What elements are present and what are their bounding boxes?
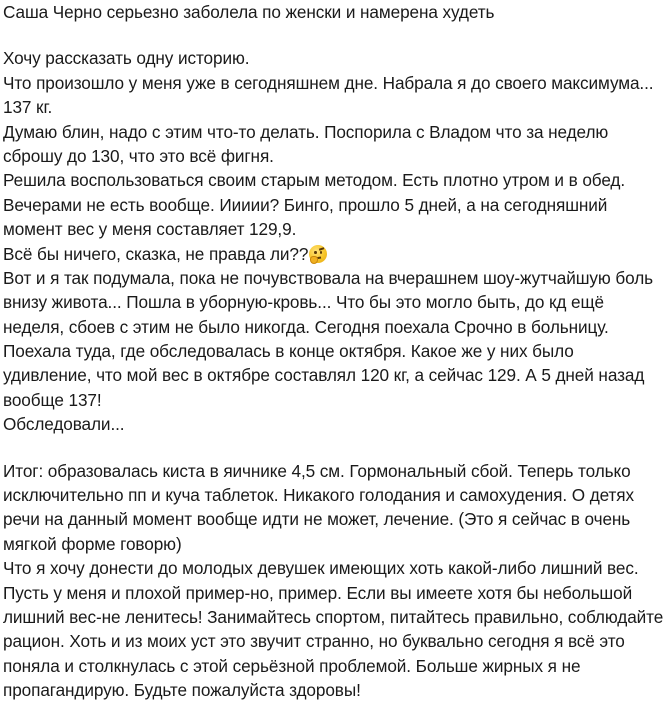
emoji-line-text: Всё бы ничего, сказка, не правда ли?? (3, 243, 309, 264)
spacer (3, 24, 670, 46)
text-line: сброшу до 130, что это всё фигня. (3, 145, 274, 166)
text-line: Что я хочу донести до молодых девушек имеющих хоть какой-либо лишний вес. (3, 558, 639, 579)
text-line: момент вес у меня составляет 129,9. (3, 219, 297, 240)
text-line: Итог: образовалась киста в яичнике 4,5 см. Гормональный сбой. Теперь только (3, 460, 631, 481)
text-line: Поехала туда, где обследовалась в конце октября. Какое же у них было (3, 341, 574, 362)
text-line: рацион. Хоть и из моих уст это звучит странно, но буквально сегодня я всё это (3, 631, 625, 652)
text-line: внизу живота... Пошла в уборную-кровь... Что бы это могло быть, до кд ещё (3, 292, 604, 313)
thinking-face-icon (309, 245, 327, 263)
text-line: Обследовали... (3, 414, 125, 435)
text-line: исключительно пп и куча таблеток. Никакого голодания и самохудения. О детях (3, 485, 634, 506)
text-line: неделя, сбоев с этим не было никогда. Сегодня поехала Срочно в больницу. (3, 316, 609, 337)
text-line: Вот и я так подумала, пока не почувствовала на вчерашнем шоу-жутчайшую боль (3, 267, 653, 288)
text-line: Решила воспользоваться своим старым методом. Есть плотно утром и в обед. (3, 170, 626, 191)
text-line: Пусть у меня и плохой пример-но, пример. Если вы имеете хотя бы небольшой (3, 582, 633, 603)
text-line: удивление, что мой вес в октябре составлял 120 кг, а сейчас 129. А 5 дней назад (3, 365, 645, 386)
text-line: Что произошло у меня уже в сегодняшнем дне. Набрала я до своего максимума... (3, 72, 654, 93)
text-line: лишний вес-не ленитесь! Занимайтесь спортом, питайтесь правильно, соблюдайте (3, 606, 664, 627)
text-line: мягкой форме говорю) (3, 533, 182, 554)
text-line: Хочу рассказать одну историю. (3, 48, 250, 69)
text-line: пропагандирую. Будьте пожалуйста здоровы! (3, 680, 361, 701)
text-line: Вечерами не есть вообще. Иииии? Бинго, прошло 5 дней, а на сегодняшний (3, 194, 608, 215)
text-line: речи на данный момент вообще идти не может, лечение. (Это я сейчас в очень (3, 509, 631, 530)
text-line-with-emoji (3, 242, 670, 266)
text-line: Думаю блин, надо с этим что-то делать. Поспорила с Владом что за неделю (3, 121, 609, 142)
text-line: 137 кг. (3, 97, 53, 118)
text-line: вообще 137! (3, 389, 102, 410)
text-line: поняла и столкнулась с этой серьёзной проблемой. Больше жирных я не (3, 655, 581, 676)
post-title: Саша Черно серьезно заболела по женски и намерена худеть (3, 2, 495, 22)
spacer (3, 437, 670, 459)
